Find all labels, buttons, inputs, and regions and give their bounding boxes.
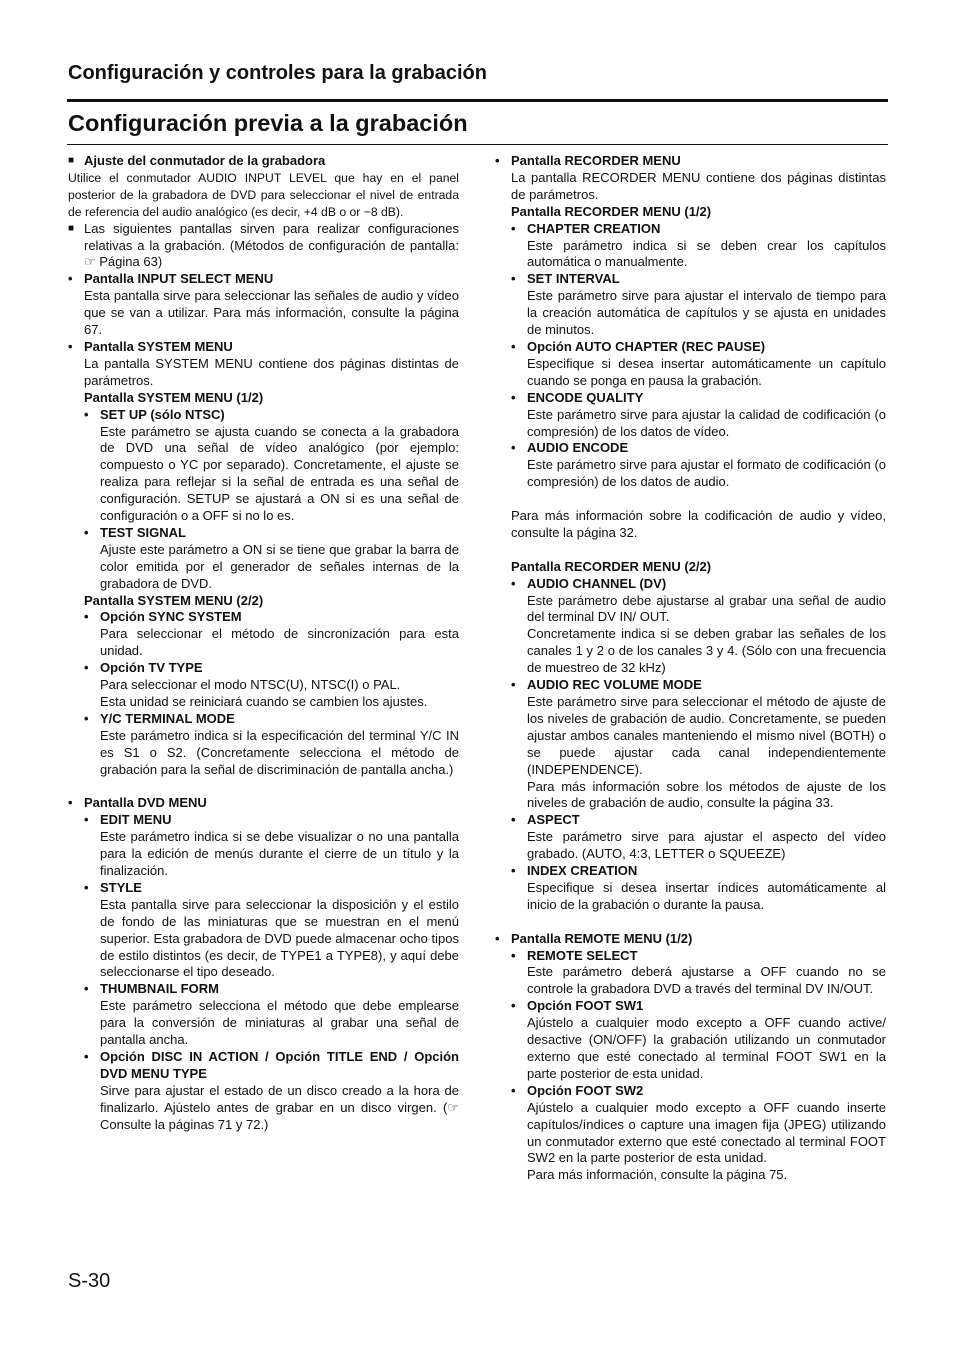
tv-type-text-1: Para seleccionar el modo NTSC(U), NTSC(I) o PAL.: [100, 677, 401, 693]
set-interval-text: Este parámetro sirve para ajustar el intervalo de tiempo para la creación automática de capítulos y se ajusta en unidades de minutos.: [527, 288, 886, 338]
style-heading: • STYLE: [68, 880, 459, 897]
system-menu-text: La pantalla SYSTEM MENU contiene dos páginas distintas de parámetros.: [84, 355, 459, 388]
page-number: S-30: [68, 1270, 111, 1292]
header-rule-thin: [67, 144, 888, 145]
remote-select-heading: • REMOTE SELECT: [495, 948, 886, 965]
thumbnail-form-heading: • THUMBNAIL FORM: [68, 981, 459, 998]
yc-terminal-text: Este parámetro indica si la especificación del terminal Y/C IN es S1 o S2. (Concretamente selecciona el método de grabación para la señal de discriminación de pantalla ancha.): [100, 727, 459, 777]
encoding-more-info: Para más información sobre la codificación de audio y vídeo, consulte la página 32.: [511, 508, 886, 540]
left-column: [68, 153, 459, 1134]
screens-intro-text: ■ Las siguientes pantallas sirven para realizar configuraciones relativas a la grabación. (Métodos de configuración de pantalla: ☞ Página 63): [68, 221, 459, 272]
edit-menu-heading: • EDIT MENU: [68, 812, 459, 829]
disc-in-action-heading: • Opción DISC IN ACTION / Opción TITLE END / Opción DVD MENU TYPE: [68, 1049, 459, 1083]
audio-rec-volume-text-1: Este parámetro sirve para seleccionar el método de ajuste de los niveles de grabación de audio. Concretamente, se pueden ajustar ambos canales manteniendo el mismo nivel (BOTH) o se puede ajustar cada canal independientemente (INDEPENDENCE).: [527, 693, 886, 777]
setup-text: Este parámetro se ajusta cuando se conecta a la grabadora de DVD una señal de vídeo analógico (por ejemplo: compuesto o YC por separado). Concretamente, el ajuste se realiza para reflejar si la señal de entrada es una señal de configuración. SETUP se ajustará a ON si es una señal de configuración o a OFF si no lo es.: [100, 423, 459, 524]
aspect-text: Este parámetro sirve para ajustar el aspecto del vídeo grabado. (AUTO, 4:3, LETTER o SQUEEZE): [527, 829, 886, 862]
index-creation-heading: • INDEX CREATION: [495, 863, 886, 880]
adjust-switch-heading: ■ Ajuste del conmutador de la grabadora: [68, 153, 459, 170]
sync-system-heading: • Opción SYNC SYSTEM: [68, 609, 459, 626]
audio-encode-heading: • AUDIO ENCODE: [495, 440, 886, 457]
input-select-text: Esta pantalla sirve para seleccionar las señales de audio y vídeo que se van a utilizar. Para más información, consulte la página 67.: [84, 288, 459, 338]
set-interval-heading: • SET INTERVAL: [495, 271, 886, 288]
test-signal-heading: • TEST SIGNAL: [68, 525, 459, 542]
header-rule-thick: [67, 99, 888, 102]
foot-sw1-heading: • Opción FOOT SW1: [495, 998, 886, 1015]
audio-rec-volume-text-2: Para más información sobre los métodos de ajuste de los niveles de grabación de audio, consulte la página 33.: [527, 778, 886, 811]
foot-sw2-more-info: Para más información, consulte la página 75.: [527, 1167, 788, 1183]
foot-sw1-text: Ajústelo a cualquier modo excepto a OFF cuando active/ desactive (ON/OFF) la grabación utilizando un conmutador externo que esté conectado al terminal FOOT SW1 en la parte posterior de esta unidad.: [527, 1015, 886, 1081]
right-column: [495, 153, 886, 1184]
auto-chapter-heading: • Opción AUTO CHAPTER (REC PAUSE): [495, 339, 886, 356]
aspect-heading: • ASPECT: [495, 812, 886, 829]
test-signal-text: Ajuste este parámetro a ON si se tiene que grabar la barra de color emitida por el generador de señales internas de la grabadora de DVD.: [100, 541, 459, 591]
remote-select-text: Este parámetro deberá ajustarse a OFF cuando no se controle la grabadora DVD a través del terminal DV IN/OUT.: [527, 964, 886, 997]
remote-menu-heading: • Pantalla REMOTE MENU (1/2): [495, 931, 886, 948]
page-title: Configuración previa a la grabación: [68, 110, 468, 136]
encode-quality-heading: • ENCODE QUALITY: [495, 390, 886, 407]
audio-encode-text: Este parámetro sirve para ajustar el formato de codificación (o compresión) de los datos de audio.: [527, 457, 886, 490]
dvd-menu-heading: • Pantalla DVD MENU: [68, 795, 459, 812]
recorder-menu-page1: Pantalla RECORDER MENU (1/2): [511, 203, 712, 219]
system-menu-page2: Pantalla SYSTEM MENU (2/2): [84, 592, 264, 608]
recorder-menu-text: La pantalla RECORDER MENU contiene dos páginas distintas de parámetros.: [511, 169, 886, 202]
foot-sw2-heading: • Opción FOOT SW2: [495, 1083, 886, 1100]
index-creation-text: Especifique si desea insertar índices automáticamente al inicio de la grabación o durante la pausa.: [527, 879, 886, 912]
audio-channel-text-2: Concretamente indica si se deben grabar las señales de los canales 1 y 2 o de los canales 3 y 4. (Sólo con una frecuencia de muestreo de 32 kHz): [527, 626, 886, 676]
setup-heading: • SET UP (sólo NTSC): [68, 407, 459, 424]
audio-rec-volume-heading: • AUDIO REC VOLUME MODE: [495, 677, 886, 694]
chapter-creation-text: Este parámetro indica si se deben crear los capítulos automática o manualmente.: [527, 237, 886, 270]
yc-terminal-heading: • Y/C TERMINAL MODE: [68, 711, 459, 728]
tv-type-text-2: Esta unidad se reiniciará cuando se cambien los ajustes.: [100, 694, 428, 709]
sync-system-text: Para seleccionar el método de sincronización para esta unidad.: [100, 626, 459, 659]
system-menu-heading: • Pantalla SYSTEM MENU: [68, 339, 459, 356]
section-title: Configuración y controles para la grabación: [68, 62, 487, 84]
audio-channel-text-1: Este parámetro debe ajustarse al grabar una señal de audio del terminal DV IN/ OUT.: [527, 592, 886, 625]
recorder-menu-heading: • Pantalla RECORDER MENU: [495, 153, 886, 170]
input-select-heading: • Pantalla INPUT SELECT MENU: [68, 271, 459, 288]
auto-chapter-text: Especifique si desea insertar automáticamente un capítulo cuando se ponga en pausa la grabación.: [527, 355, 886, 388]
thumbnail-form-text: Este parámetro selecciona el método que debe emplearse para la conversión de miniaturas al grabar una señal de pantalla ancha.: [100, 998, 459, 1048]
edit-menu-text: Este parámetro indica si se debe visualizar o no una pantalla para la edición de menús durante el cierre de un título y la finalización.: [100, 829, 459, 879]
foot-sw2-text: Ajústelo a cualquier modo excepto a OFF cuando inserte capítulos/índices o capture una imagen fija (JPEG) utilizando un conmutador externo que esté conectado al terminal FOOT SW2 en la parte posterior de esta unidad.: [527, 1099, 886, 1166]
encode-quality-text: Este parámetro sirve para ajustar la calidad de codificación (o compresión) de los datos de vídeo.: [527, 406, 886, 439]
tv-type-heading: • Opción TV TYPE: [68, 660, 459, 677]
adjust-switch-text: Utilice el conmutador AUDIO INPUT LEVEL que hay en el panel posterior de la grabadora de DVD para seleccionar el nivel de entrada de referencia del audio analógico (es decir, +4 dB o or −8 dB).: [68, 170, 459, 219]
recorder-menu-page2: Pantalla RECORDER MENU (2/2): [511, 558, 712, 574]
chapter-creation-heading: • CHAPTER CREATION: [495, 221, 886, 238]
system-menu-page1: Pantalla SYSTEM MENU (1/2): [84, 389, 264, 405]
disc-in-action-text: Sirve para ajustar el estado de un disco creado a la hora de finalizarlo. Ajústelo antes de grabar en un disco virgen. (☞ Consulte la páginas 71 y 72.): [100, 1082, 459, 1132]
style-text: Esta pantalla sirve para seleccionar la disposición y el estilo de fondo de las miniaturas que se muestran en el menú superior. Esta grabadora de DVD puede almacenar ocho tipos de estilo distintos (es decir, de TYPE1 a TYPE8), y aquí debe seleccionarse el tipo deseado.: [100, 896, 459, 980]
audio-channel-heading: • AUDIO CHANNEL (DV): [495, 576, 886, 593]
